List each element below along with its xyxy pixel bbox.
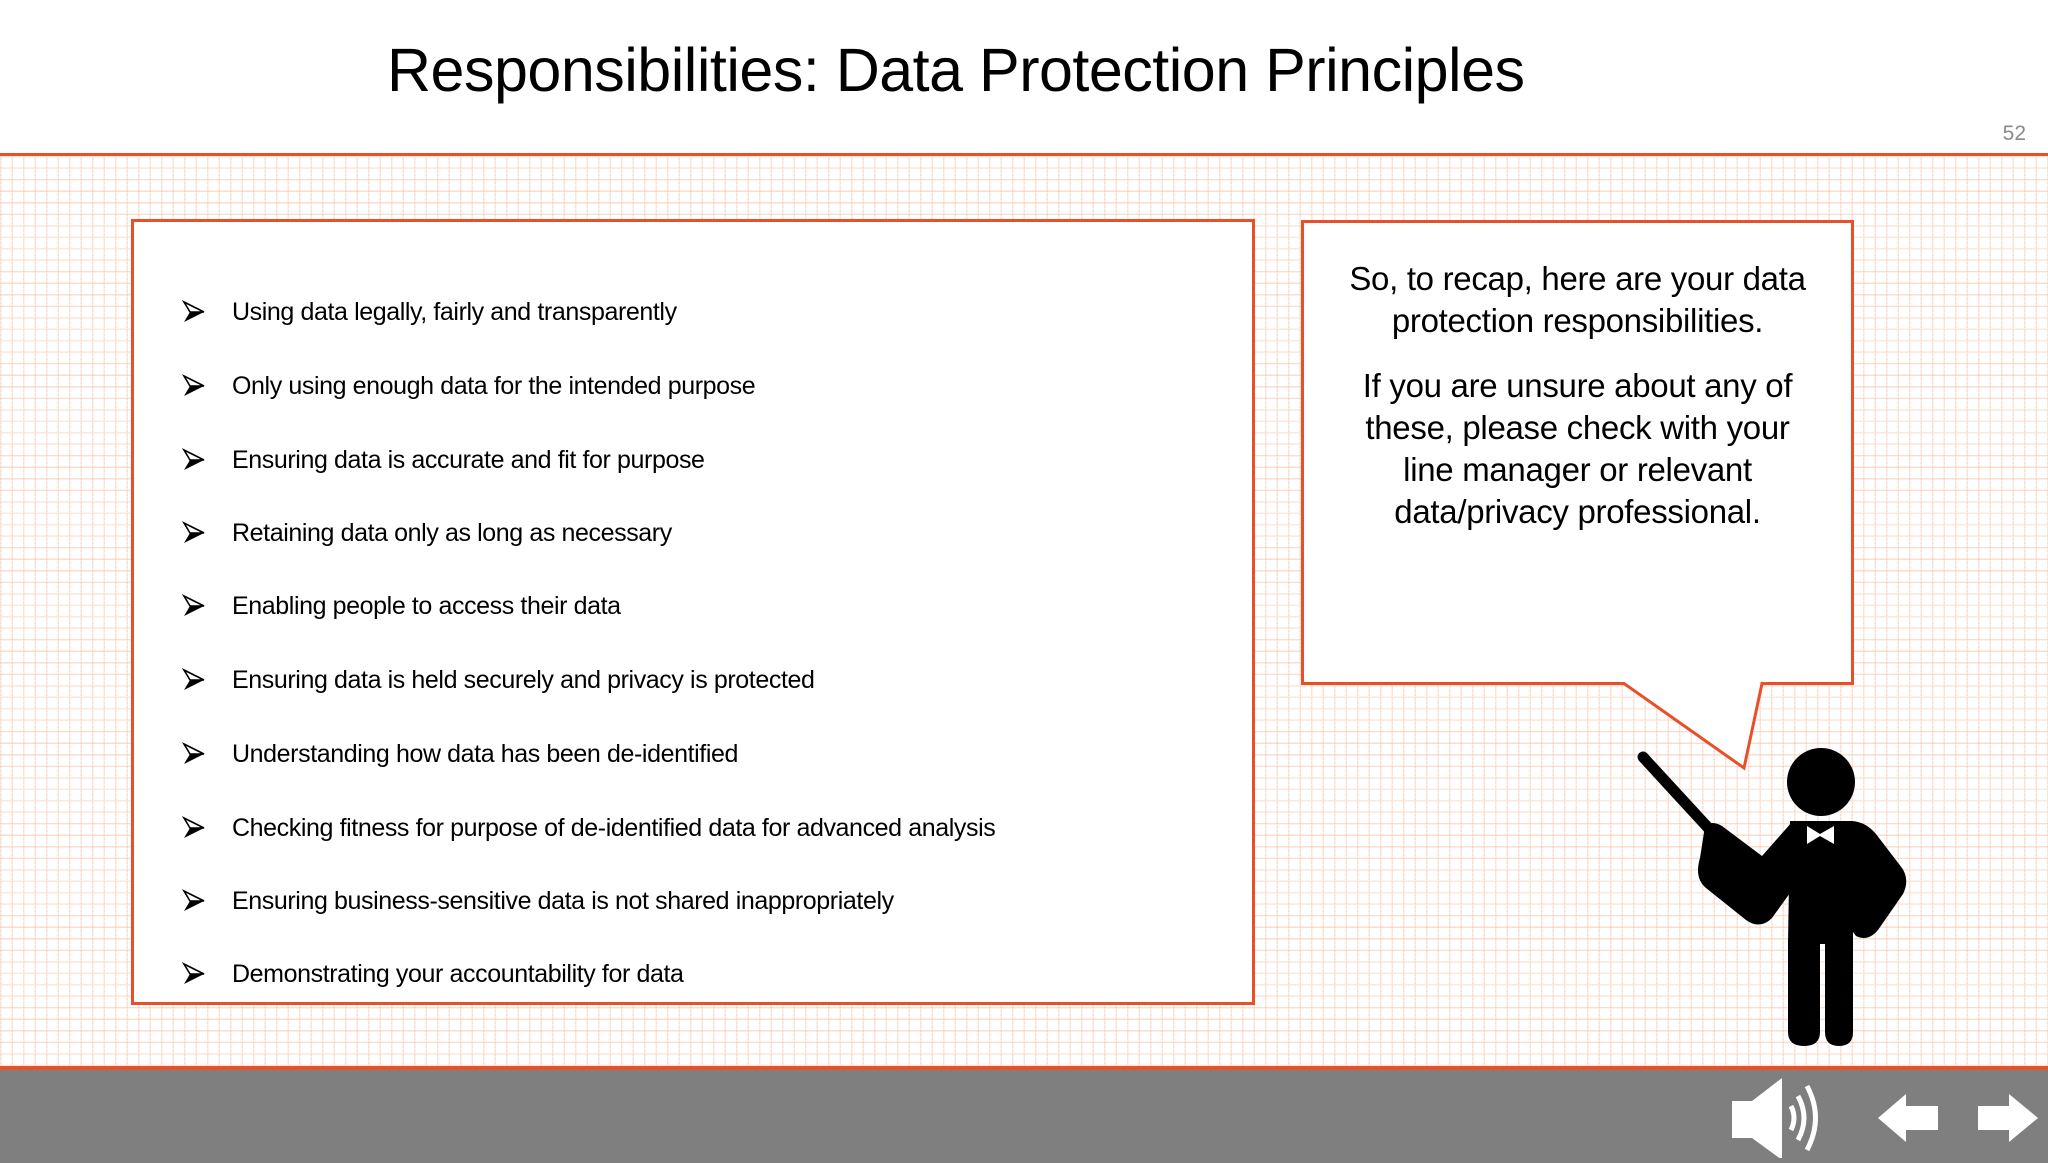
arrowhead-bullet-icon (182, 816, 206, 840)
list-item-text: Retaining data only as long as necessary (232, 518, 672, 547)
arrow-right-icon (1978, 1078, 2040, 1158)
page-number: 52 (2002, 122, 2026, 145)
principles-box (131, 219, 1255, 1005)
list-item (182, 442, 705, 478)
list-item-text: Ensuring data is accurate and fit for purpose (232, 445, 705, 474)
speech-bubble-text (1301, 258, 1854, 556)
arrowhead-bullet-icon (182, 962, 206, 986)
next-slide-button[interactable] (1978, 1078, 2040, 1158)
list-item (182, 294, 677, 330)
list-item-text: Demonstrating your accountability for data (232, 959, 684, 988)
arrow-left-icon (1878, 1078, 1940, 1158)
bubble-paragraph-advice: If you are unsure about any of these, please check with your line manager or relevant data/privacy professional. (1362, 367, 1793, 530)
list-item-text: Enabling people to access their data (232, 591, 621, 620)
list-item-text: Using data legally, fairly and transparently (232, 297, 677, 326)
list-item (182, 736, 738, 772)
arrowhead-bullet-icon (182, 448, 206, 472)
arrowhead-bullet-icon (182, 889, 206, 913)
previous-slide-button[interactable] (1878, 1078, 1940, 1158)
list-item-text: Ensuring business-sensitive data is not shared inappropriately (232, 886, 894, 915)
arrowhead-bullet-icon (182, 742, 206, 766)
arrowhead-bullet-icon (182, 300, 206, 324)
slide-title: Responsibilities: Data Protection Principles (387, 36, 1525, 104)
speech-bubble (1301, 220, 1854, 684)
audio-button[interactable] (1730, 1078, 1830, 1158)
list-item (182, 515, 672, 551)
list-item-text: Checking fitness for purpose of de-identified data for advanced analysis (232, 813, 996, 842)
list-item (182, 883, 894, 919)
bubble-paragraph-recap: So, to recap, here are your data protection responsibilities. (1349, 260, 1806, 339)
list-item (182, 956, 684, 992)
arrowhead-bullet-icon (182, 374, 206, 398)
list-item (182, 662, 815, 698)
list-item (182, 368, 755, 404)
speaker-icon (1730, 1078, 1830, 1158)
list-item-text: Ensuring data is held securely and privacy is protected (232, 665, 815, 694)
list-item (182, 810, 995, 846)
arrowhead-bullet-icon (182, 594, 206, 618)
list-item-text: Only using enough data for the intended purpose (232, 371, 756, 400)
slide-header (0, 0, 2048, 154)
arrowhead-bullet-icon (182, 668, 206, 692)
list-item-text: Understanding how data has been de-identified (232, 739, 738, 768)
arrowhead-bullet-icon (182, 521, 206, 545)
list-item (182, 588, 621, 624)
